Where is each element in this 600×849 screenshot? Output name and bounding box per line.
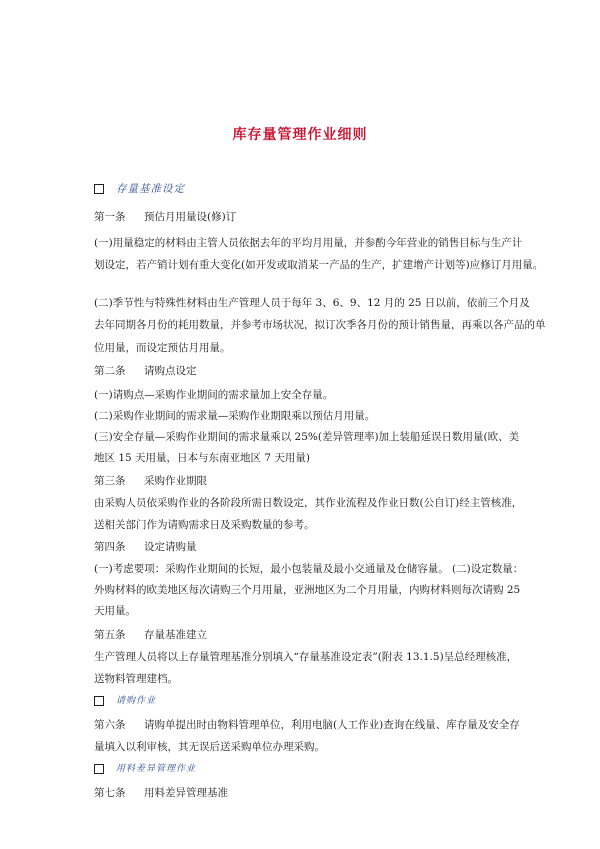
paragraph-line: 地区 15 天用量，日本与东南亚地区 7 天用量) bbox=[94, 452, 310, 464]
paragraph-line: 送物料管理建档。 bbox=[94, 673, 178, 685]
paragraph-line: 去年同期各月份的耗用数量，并参考市场状况，拟订次季各月份的预计销售量，再乘以各产品的单 bbox=[94, 319, 546, 331]
article-3 bbox=[94, 474, 207, 488]
section-heading-usage-variance bbox=[94, 762, 196, 776]
article-number: 第三条 bbox=[94, 475, 126, 487]
checkbox-icon bbox=[94, 184, 104, 194]
paragraph-line: 由采购人员依采购作业的各阶段所需日数设定，其作业流程及作业日数(公自订)经主管核准， bbox=[94, 497, 523, 509]
article-title: 请购单提出时由物料管理单位，利用电脑(人工作业)查询在线量、库存量及安全存 bbox=[144, 719, 520, 731]
paragraph-line: 送相关部门作为请购需求日及采购数量的参考。 bbox=[94, 519, 315, 531]
article-title: 预估月用量设(修)订 bbox=[144, 211, 237, 223]
article-number: 第四条 bbox=[94, 541, 126, 553]
article-1 bbox=[94, 210, 236, 224]
document-title: 库存量管理作业细则 bbox=[232, 127, 368, 143]
paragraph-line: (一)请购点—采购作业期间的需求量加上安全存量。 bbox=[94, 389, 334, 401]
article-number: 第七条 bbox=[94, 787, 126, 799]
checkbox-icon bbox=[94, 696, 104, 706]
paragraph-line: (二)季节性与特殊性材料由生产管理人员于每年 3、6、9、12 月的 25 日以前，依前三个月及 bbox=[94, 297, 530, 309]
article-title: 请购点设定 bbox=[144, 365, 197, 377]
article-title: 存量基准建立 bbox=[144, 629, 207, 641]
article-2 bbox=[94, 364, 197, 378]
paragraph-line: (一)考虑要项：采购作业期间的长短，最小包装量及最小交通量及仓储容量。 (二)设定数量： bbox=[94, 563, 524, 575]
article-7 bbox=[94, 786, 228, 800]
article-title: 设定请购量 bbox=[144, 541, 197, 553]
paragraph-line: 外购材料的欧美地区每次请购三个月用量，亚洲地区为二个月用量，内购材料则每次请购 25 bbox=[94, 584, 521, 596]
section-heading-requisition bbox=[94, 694, 156, 708]
paragraph-line: 划设定，若产销计划有重大变化(如开发或取消某一产品的生产，扩建增产计划等)应修订月用量。 bbox=[94, 259, 544, 271]
paragraph-line: (二)采购作业期间的需求量—采购作业期限乘以预估月用量。 bbox=[94, 410, 376, 422]
paragraph-line: (一)用量稳定的材料由主管人员依据去年的平均月用量，并参酌今年营业的销售目标与生产计 bbox=[94, 237, 523, 249]
paragraph-line: 量填入以利审核，其无误后送采购单位办理采购。 bbox=[94, 741, 325, 753]
section-heading-inventory-standard bbox=[94, 182, 185, 196]
section-heading-text: 用料差异管理作业 bbox=[116, 764, 197, 774]
article-number: 第二条 bbox=[94, 365, 126, 377]
article-6 bbox=[94, 718, 520, 732]
paragraph-line: (三)安全存量—采购作业期间的需求量乘以 25%(差异管理率)加上装船延误日数用量(欧、美 bbox=[94, 431, 520, 443]
article-4 bbox=[94, 540, 197, 554]
article-number: 第六条 bbox=[94, 719, 126, 731]
article-number: 第一条 bbox=[94, 211, 126, 223]
article-title: 用料差异管理基准 bbox=[144, 787, 228, 799]
section-heading-text: 请购作业 bbox=[116, 696, 157, 706]
article-5 bbox=[94, 628, 207, 642]
checkbox-icon bbox=[94, 764, 104, 774]
section-heading-text: 存量基准设定 bbox=[116, 183, 185, 195]
paragraph-line: 生产管理人员将以上存量管理基准分别填入“存量基准设定表”(附表 13.1.5)呈总经理核准， bbox=[94, 651, 518, 663]
paragraph-line: 位用量，而设定预估月用量。 bbox=[94, 342, 231, 354]
article-title: 采购作业期限 bbox=[144, 475, 207, 487]
article-number: 第五条 bbox=[94, 629, 126, 641]
paragraph-line: 天用量。 bbox=[94, 605, 136, 617]
